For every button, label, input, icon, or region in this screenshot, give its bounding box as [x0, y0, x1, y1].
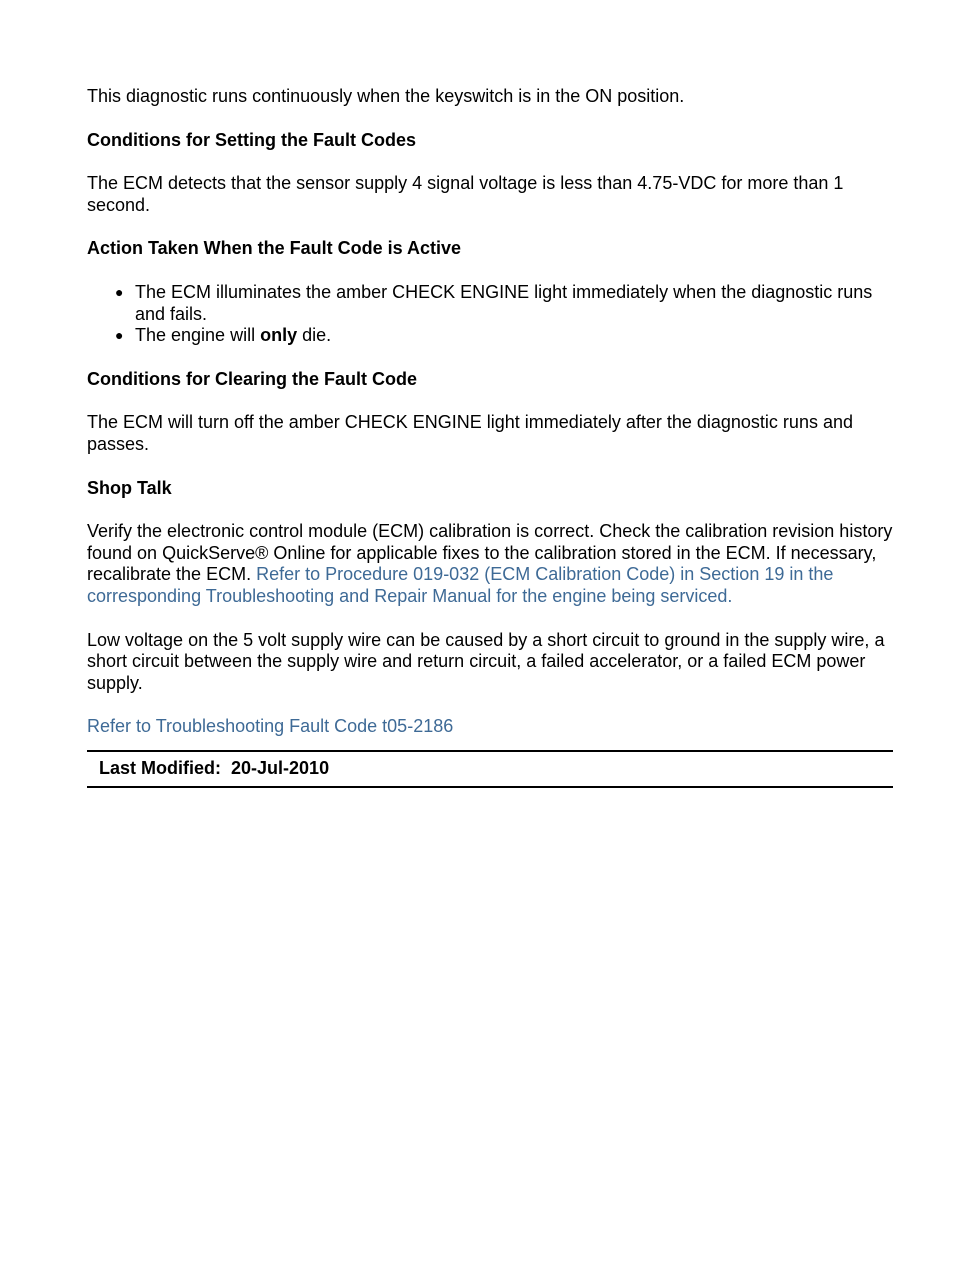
bullet-icon: ● — [115, 327, 124, 344]
low-voltage-text: Low voltage on the 5 volt supply wire can be caused by a short circuit to ground in the supply wire, a short circuit between the supply wire and return circuit, a failed accelerator, or a failed ECM power supply. — [87, 629, 885, 693]
setting-text: The ECM detects that the sensor supply 4 signal voltage is less than 4.75-VDC for more than 1 second. — [87, 173, 844, 215]
clearing-heading: Conditions for Clearing the Fault Code — [87, 368, 417, 389]
action-list — [87, 282, 893, 347]
list-item-text-pre: The engine will — [135, 325, 261, 346]
last-modified-date: 20-Jul-2010 — [231, 757, 330, 778]
setting-heading: Conditions for Setting the Fault Codes — [87, 129, 416, 150]
last-modified-bar — [87, 750, 893, 788]
shoptalk-heading: Shop Talk — [87, 477, 172, 498]
intro-text: This diagnostic runs continuously when the keyswitch is in the ON position. — [87, 86, 685, 106]
list-item-emphasis: only — [260, 325, 298, 346]
procedure-link[interactable]: Refer to Procedure 019-032 (ECM Calibration Code) in Section 19 in the corresponding Troubleshooting and Repair Manual for the engine being serviced. — [87, 564, 834, 606]
list-item — [115, 281, 893, 325]
last-modified-label: Last Modified: — [99, 757, 221, 778]
shoptalk-paragraph — [87, 521, 893, 607]
clearing-text: The ECM will turn off the amber CHECK ENGINE light immediately after the diagnostic runs and passes. — [87, 412, 853, 454]
bullet-icon: ● — [115, 283, 124, 300]
list-item — [115, 325, 893, 347]
document-page — [87, 86, 893, 788]
fault-code-link[interactable]: Refer to Troubleshooting Fault Code t05-2186 — [87, 716, 454, 737]
action-heading: Action Taken When the Fault Code is Active — [87, 238, 462, 259]
list-item-text: The ECM illuminates the amber CHECK ENGINE light immediately when the diagnostic runs and fails. — [135, 281, 873, 324]
shoptalk-text: Verify the electronic control module (ECM) calibration is correct. Check the calibration revision history found on QuickServe® Online for applicable fixes to the calibration stored in the ECM. If necessary, recalibrate the ECM. — [87, 521, 893, 585]
list-item-text-post: die. — [297, 325, 332, 346]
